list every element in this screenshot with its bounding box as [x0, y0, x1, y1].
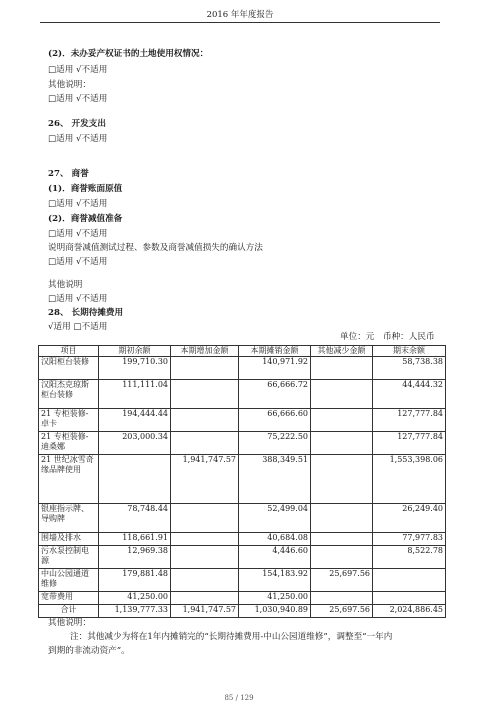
cell-value: 1,139,777.33 — [99, 605, 171, 618]
cell-value: 140,971.92 — [239, 357, 311, 380]
cell-value — [171, 380, 239, 409]
section-heading: 27、 商誉 — [48, 169, 89, 179]
table-row — [39, 592, 446, 605]
cell-value: 41,250.00 — [239, 592, 311, 605]
table-row — [39, 569, 446, 592]
cell-value: 25,697.56 — [311, 569, 373, 592]
section-heading: 28、 长期待摊费用 — [48, 308, 124, 318]
cell-value — [311, 533, 373, 546]
column-header: 其他减少金额 — [311, 346, 373, 357]
row-item-name: 21 世纪冰雪奇缘品牌使用 — [39, 455, 99, 504]
row-item-name: 围墙及排水 — [39, 533, 99, 546]
row-item-name: 中山公园通道维修 — [39, 569, 99, 592]
applicability-text: √适用 □不适用 — [48, 322, 108, 332]
table-body — [39, 357, 446, 618]
cell-value: 78,748.44 — [99, 504, 171, 533]
cell-value: 127,777.84 — [373, 432, 446, 455]
cell-value: 111,111.04 — [99, 380, 171, 409]
row-item-name: 21 专柜装修-卓卡 — [39, 409, 99, 432]
cell-value: 199,710.30 — [99, 357, 171, 380]
row-item-name: 宽带费用 — [39, 592, 99, 605]
other-notes-label: 其他说明： — [48, 618, 91, 628]
row-item-name: 汉阳杰克琼斯柜台装修 — [39, 380, 99, 409]
applicability-text: □适用 √不适用 — [48, 257, 108, 267]
column-header: 本期增加金额 — [171, 346, 239, 357]
cell-value — [311, 546, 373, 569]
cell-value: 127,777.84 — [373, 409, 446, 432]
cell-value: 25,697.56 — [311, 605, 373, 618]
row-item-name: 21 专柜装修-迪桑娜 — [39, 432, 99, 455]
cell-value — [311, 380, 373, 409]
section-heading: (2)．未办妥产权证书的土地使用权情况： — [48, 49, 209, 59]
note-text: 到期的非流动资产”。 — [48, 646, 130, 656]
cell-value: 40,684.08 — [239, 533, 311, 546]
cell-value: 194,444.44 — [99, 409, 171, 432]
table-row — [39, 432, 446, 455]
description-text: 说明商誉减值测试过程、参数及商誉减值损失的确认方法 — [48, 243, 263, 253]
applicability-text: □适用 √不适用 — [48, 134, 108, 144]
cell-value — [311, 409, 373, 432]
row-item-name: 合计 — [39, 605, 99, 618]
subsection-heading: (2)．商誉减值准备 — [48, 214, 123, 224]
applicability-text: □适用 √不适用 — [48, 65, 108, 75]
applicability-text: □适用 √不适用 — [48, 294, 108, 304]
page-header: 2016 年年度报告 — [206, 10, 274, 20]
table-row — [39, 380, 446, 409]
cell-value: 44,444.32 — [373, 380, 446, 409]
other-notes-label: 其他说明 — [48, 280, 83, 290]
cell-value — [311, 357, 373, 380]
row-item-name: 污水泵控制电源 — [39, 546, 99, 569]
unit-label: 单位：元 币种：人民币 — [340, 332, 435, 342]
row-item-name: 银座指示牌、导购牌 — [39, 504, 99, 533]
column-header: 项目 — [39, 346, 99, 357]
cell-value — [171, 504, 239, 533]
cell-value — [171, 533, 239, 546]
cell-value — [171, 409, 239, 432]
row-item-name: 汉阳柜台装修 — [39, 357, 99, 380]
long-term-prepaid-expenses-table — [38, 345, 446, 618]
cell-value — [311, 592, 373, 605]
subsection-heading: (1)．商誉账面原值 — [48, 184, 123, 194]
cell-value: 154,183.92 — [239, 569, 311, 592]
table-header-row — [39, 346, 446, 357]
cell-value: 12,969.38 — [99, 546, 171, 569]
cell-value — [171, 569, 239, 592]
cell-value — [311, 504, 373, 533]
cell-value: 66,666.72 — [239, 380, 311, 409]
cell-value: 8,522.78 — [373, 546, 446, 569]
cell-value: 26,249.40 — [373, 504, 446, 533]
cell-value — [311, 432, 373, 455]
table-row — [39, 409, 446, 432]
table-row — [39, 455, 446, 504]
applicability-text: □适用 √不适用 — [48, 229, 108, 239]
cell-value: 4,446.60 — [239, 546, 311, 569]
cell-value: 52,499.04 — [239, 504, 311, 533]
cell-value — [373, 592, 446, 605]
cell-value — [171, 592, 239, 605]
cell-value — [311, 455, 373, 504]
table-row — [39, 533, 446, 546]
cell-value: 203,000.34 — [99, 432, 171, 455]
cell-value: 77,977.83 — [373, 533, 446, 546]
cell-value — [171, 546, 239, 569]
applicability-text: □适用 √不适用 — [48, 199, 108, 209]
other-notes-label: 其他说明： — [48, 80, 91, 90]
table-row — [39, 357, 446, 380]
cell-value: 41,250.00 — [99, 592, 171, 605]
cell-value: 2,024,886.45 — [373, 605, 446, 618]
cell-value — [373, 569, 446, 592]
column-header: 期初余额 — [99, 346, 171, 357]
page-number: 85 / 129 — [224, 694, 254, 702]
column-header: 本期摊销金额 — [239, 346, 311, 357]
cell-value: 1,941,747.57 — [171, 605, 239, 618]
cell-value — [99, 455, 171, 504]
table-row — [39, 546, 446, 569]
cell-value: 1,941,747.57 — [171, 455, 239, 504]
cell-value: 118,661.91 — [99, 533, 171, 546]
header-rule — [40, 22, 440, 23]
note-text: 注：其他减少为将在1年内摊销完的“长期待摊费用-中山公园道维修”，调整至“一年内 — [70, 632, 393, 642]
cell-value: 1,553,398.06 — [373, 455, 446, 504]
applicability-text: □适用 √不适用 — [48, 94, 108, 104]
cell-value: 1,030,940.89 — [239, 605, 311, 618]
cell-value: 66,666.60 — [239, 409, 311, 432]
cell-value: 388,349.51 — [239, 455, 311, 504]
section-heading: 26、 开发支出 — [48, 119, 106, 129]
table-row — [39, 504, 446, 533]
column-header: 期末余额 — [373, 346, 446, 357]
cell-value: 75,222.50 — [239, 432, 311, 455]
cell-value — [171, 357, 239, 380]
cell-value: 58,738.38 — [373, 357, 446, 380]
table-row — [39, 605, 446, 618]
cell-value — [171, 432, 239, 455]
cell-value: 179,881.48 — [99, 569, 171, 592]
